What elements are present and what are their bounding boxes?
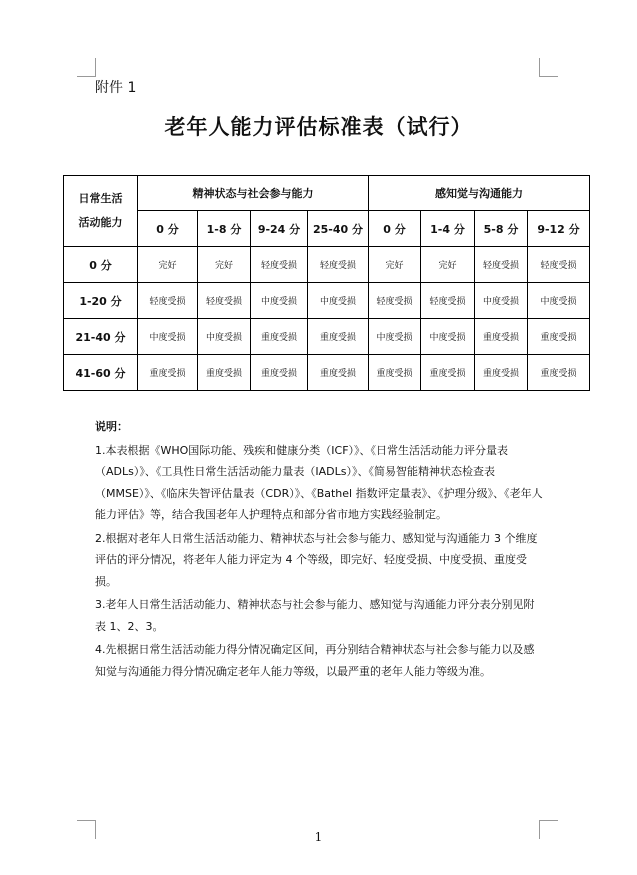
- table-cell: 重度受损: [198, 355, 251, 391]
- col-header: 9-24 分: [251, 211, 308, 247]
- row-header-title-line1: 日常生活: [78, 192, 123, 205]
- group-header-sense: 感知觉与沟通能力: [369, 176, 590, 211]
- col-header: 1-8 分: [198, 211, 251, 247]
- table-cell: 完好: [138, 247, 198, 283]
- table-cell: 重度受损: [251, 319, 308, 355]
- col-header: 9-12 分: [528, 211, 590, 247]
- page-number: 1: [314, 830, 323, 844]
- table-row: [64, 355, 590, 391]
- note-item: 3.老年人日常生活活动能力、精神状态与社会参与能力、感知觉与沟通能力评分表分别见附表 1、2、3。: [95, 598, 535, 633]
- table-cell: 重度受损: [308, 355, 369, 391]
- assessment-table: [63, 175, 590, 391]
- notes-title: 说明：: [95, 420, 128, 433]
- crop-mark-top-right: [539, 58, 558, 77]
- group-header-mental: 精神状态与社会参与能力: [138, 176, 369, 211]
- table-cell: 重度受损: [251, 355, 308, 391]
- col-header: 25-40 分: [308, 211, 369, 247]
- note-item: 4.先根据日常生活活动能力得分情况确定区间，再分别结合精神状态与社会参与能力以及感知觉与沟通能力得分情况确定老年人能力等级，以最严重的老年人能力等级为准。: [95, 643, 535, 678]
- table-cell: 轻度受损: [528, 247, 590, 283]
- col-header: 1-4 分: [421, 211, 475, 247]
- table-header-row-groups: [64, 176, 590, 211]
- table-cell: 中度受损: [198, 319, 251, 355]
- table-cell: 轻度受损: [369, 283, 421, 319]
- table-cell: 重度受损: [528, 319, 590, 355]
- table-cell: 重度受损: [528, 355, 590, 391]
- col-header: 5-8 分: [475, 211, 528, 247]
- table-cell: 重度受损: [369, 355, 421, 391]
- col-header: 0 分: [369, 211, 421, 247]
- page-title: 老年人能力评估标准表（试行）: [164, 115, 473, 139]
- col-header: 0 分: [138, 211, 198, 247]
- table-header-row-scores: [64, 211, 590, 247]
- note-item: 1.本表根据《WHO国际功能、残疾和健康分类（ICF）》、《日常生活活动能力评分量表（ADLs）》、《工具性日常生活活动能力量表（IADLs）》、《简易智能精神状态检查表（MMSE）》、《临床失智评估量表（CDR）》、《Bathel 指数评定量表》、《护理分级》、《老年人能力评估》等，结合我国老年人护理特点和部分省市地方实践经验制定。: [95, 443, 543, 521]
- table-row: [64, 283, 590, 319]
- row-header-title: [64, 176, 138, 247]
- table-cell: 中度受损: [475, 283, 528, 319]
- table-cell: 轻度受损: [421, 283, 475, 319]
- row-label: 1-20 分: [64, 283, 138, 319]
- row-label: 41-60 分: [64, 355, 138, 391]
- table-cell: 中度受损: [251, 283, 308, 319]
- row-header-title-line2: 活动能力: [78, 216, 123, 229]
- table-cell: 重度受损: [421, 355, 475, 391]
- table-cell: 中度受损: [369, 319, 421, 355]
- note-item: 2.根据对老年人日常生活活动能力、精神状态与社会参与能力、感知觉与沟通能力 3 个维度评估的评分情况，将老年人能力评定为 4 个等级，即完好、轻度受损、中度受损、重度受损。: [95, 531, 538, 588]
- table-cell: 中度受损: [528, 283, 590, 319]
- table-cell: 中度受损: [138, 319, 198, 355]
- row-label: 0 分: [64, 247, 138, 283]
- table-cell: 中度受损: [421, 319, 475, 355]
- table-cell: 轻度受损: [138, 283, 198, 319]
- attachment-label: 附件 1: [95, 80, 137, 96]
- table-row: [64, 319, 590, 355]
- table-row: [64, 247, 590, 283]
- table-cell: 轻度受损: [251, 247, 308, 283]
- table-cell: 重度受损: [308, 319, 369, 355]
- table-cell: 轻度受损: [475, 247, 528, 283]
- row-label: 21-40 分: [64, 319, 138, 355]
- table-cell: 重度受损: [475, 319, 528, 355]
- table-cell: 重度受损: [475, 355, 528, 391]
- table-cell: 重度受损: [138, 355, 198, 391]
- crop-mark-top-left: [77, 58, 96, 77]
- notes-section: [95, 416, 545, 684]
- table-cell: 中度受损: [308, 283, 369, 319]
- table-cell: 轻度受损: [198, 283, 251, 319]
- table-cell: 完好: [421, 247, 475, 283]
- table-cell: 完好: [369, 247, 421, 283]
- table-cell: 轻度受损: [308, 247, 369, 283]
- table-cell: 完好: [198, 247, 251, 283]
